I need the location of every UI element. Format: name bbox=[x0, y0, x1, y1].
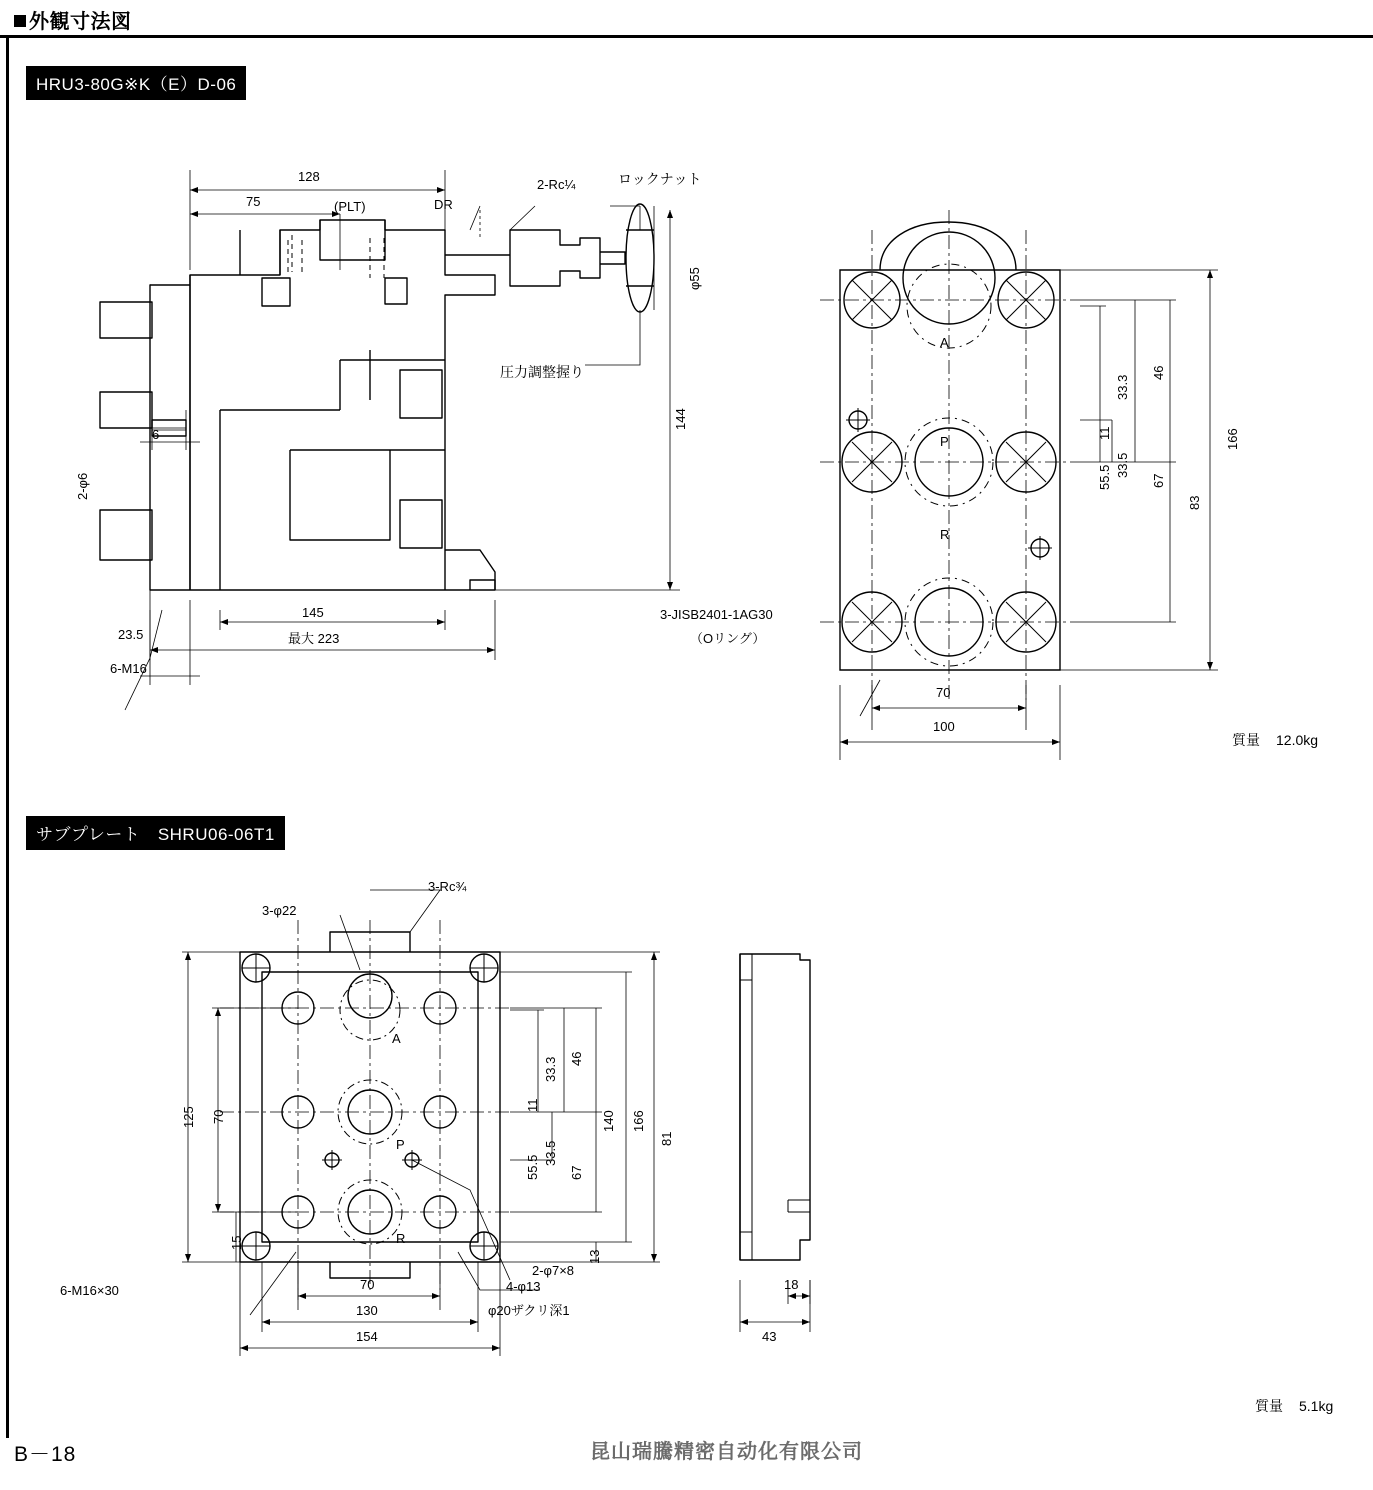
model-label: HRU3-80G※K（E）D-06 bbox=[26, 66, 246, 100]
port-r-label-sub: R bbox=[396, 1231, 406, 1246]
dim-33-5-sub: 33.5 bbox=[543, 1140, 558, 1166]
dim-166-main: 166 bbox=[1225, 428, 1240, 450]
page-number: B－18 bbox=[14, 1443, 77, 1466]
dim-55-5-sub: 55.5 bbox=[525, 1154, 540, 1180]
dim-18-sub: 18 bbox=[784, 1277, 799, 1292]
dim-46-main: 46 bbox=[1151, 365, 1166, 380]
label-pressure-knob: 圧力調整握り bbox=[500, 364, 584, 380]
dim-33-3-main: 33.3 bbox=[1115, 374, 1130, 400]
dim-75: 75 bbox=[246, 194, 261, 209]
dim-70-main: 70 bbox=[936, 685, 951, 700]
label-3-rc34: 3-Rc¾ bbox=[428, 879, 467, 894]
label-6-m16x30: 6-M16×30 bbox=[60, 1283, 119, 1298]
dim-33-3-sub: 33.3 bbox=[543, 1056, 558, 1082]
dim-125-sub: 125 bbox=[181, 1106, 196, 1128]
label-phi20-counterbore: φ20ザクリ深1 bbox=[488, 1303, 570, 1318]
dim-100-main: 100 bbox=[933, 719, 955, 734]
bullet-square-icon bbox=[14, 15, 26, 27]
left-vertical-rule bbox=[6, 38, 9, 1438]
subplate-label: サブプレート SHRU06-06T1 bbox=[26, 816, 285, 850]
dim-15-sub: 15 bbox=[229, 1235, 244, 1250]
dim-154-sub: 154 bbox=[356, 1329, 378, 1344]
label-dr: DR bbox=[434, 197, 453, 212]
dim-46-sub: 46 bbox=[569, 1051, 584, 1066]
subplate-dimension-drawing bbox=[40, 860, 1340, 1385]
dim-6: 6 bbox=[152, 427, 160, 442]
dim-55-5-main: 55.5 bbox=[1097, 464, 1112, 490]
label-plt: (PLT) bbox=[334, 199, 366, 214]
dim-145: 145 bbox=[302, 605, 324, 620]
dim-33-5-main: 33.5 bbox=[1115, 452, 1130, 478]
port-a-label-main: A bbox=[940, 335, 949, 350]
label-6-m16: 6-M16 bbox=[110, 661, 147, 676]
dim-70-bottom-sub: 70 bbox=[360, 1277, 375, 1292]
weight-note-subplate: 質量 5.1kg bbox=[1255, 1398, 1334, 1414]
label-locknut: ロックナット bbox=[618, 171, 702, 187]
label-oring-line2: （Oリング） bbox=[690, 631, 766, 646]
dim-81-sub: 81 bbox=[659, 1131, 674, 1146]
dim-max-223: 最大 223 bbox=[288, 631, 340, 646]
dim-13-sub: 13 bbox=[587, 1249, 602, 1264]
label-4-phi13: 4-φ13 bbox=[506, 1279, 541, 1294]
label-3-phi22: 3-φ22 bbox=[262, 903, 297, 918]
dim-128: 128 bbox=[298, 169, 320, 184]
weight-note-main: 質量 12.0kg bbox=[1232, 732, 1319, 748]
dim-130-sub: 130 bbox=[356, 1303, 378, 1318]
dim-11-main: 11 bbox=[1097, 426, 1112, 440]
port-r-label-main: R bbox=[940, 527, 950, 542]
dim-166-sub: 166 bbox=[631, 1110, 646, 1132]
page-header bbox=[0, 0, 1373, 38]
label-oring-line1: 3-JISB2401-1AG30 bbox=[660, 607, 773, 622]
dim-144: 144 bbox=[673, 408, 688, 430]
label-2-phi7x8: 2-φ7×8 bbox=[532, 1263, 575, 1278]
dim-phi55: φ55 bbox=[687, 267, 702, 290]
port-p-label-sub: P bbox=[396, 1137, 405, 1152]
page-title: 外観寸法図 bbox=[14, 5, 132, 34]
dim-11-sub: 11 bbox=[525, 1098, 540, 1112]
dim-67-sub: 67 bbox=[569, 1165, 584, 1180]
main-dimension-drawing bbox=[40, 110, 1340, 815]
dim-70-left-sub: 70 bbox=[211, 1109, 226, 1124]
port-p-label-main: P bbox=[940, 434, 949, 449]
dim-140-sub: 140 bbox=[601, 1110, 616, 1132]
port-a-label-sub: A bbox=[392, 1031, 401, 1046]
watermark: 昆山瑞騰精密自动化有限公司 bbox=[590, 1441, 863, 1463]
label-2-rc14: 2-Rc¼ bbox=[537, 177, 576, 192]
dim-23-5: 23.5 bbox=[118, 627, 144, 642]
dim-67-main: 67 bbox=[1151, 473, 1166, 488]
dim-43-sub: 43 bbox=[762, 1329, 777, 1344]
label-2-phi6: 2-φ6 bbox=[75, 472, 90, 500]
dim-83-main: 83 bbox=[1187, 495, 1202, 510]
